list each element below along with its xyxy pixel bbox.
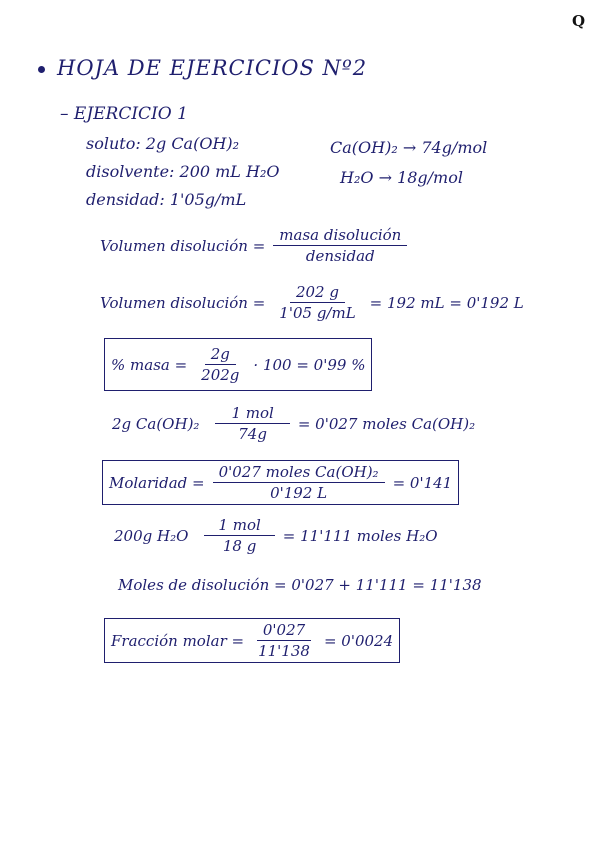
volume-formula-lhs: Volumen disolución =	[100, 236, 266, 255]
corner-mark: Q	[572, 12, 586, 30]
moles-caoh2-rhs: = 0'027 moles Ca(OH)₂	[297, 414, 476, 433]
moles-caoh2-fraction	[215, 404, 289, 443]
mass-percent-rhs: · 100 = 0'99 %	[253, 355, 366, 374]
moles-caoh2-lhs: 2g Ca(OH)₂	[112, 414, 200, 433]
moles-caoh2	[112, 404, 475, 443]
mole-fraction-fraction	[252, 621, 316, 660]
fraction-denominator: 0'192 L	[270, 484, 328, 502]
exercise-label: – EJERCICIO 1	[60, 104, 188, 124]
volume-formula-fraction	[273, 226, 407, 265]
mass-percent	[104, 338, 372, 391]
molarity-fraction	[213, 463, 385, 502]
page-title-text: HOJA DE EJERCICIOS Nº2	[57, 56, 368, 80]
page-title	[38, 56, 367, 80]
molarity	[102, 460, 459, 505]
fraction-denominator: 18 g	[222, 537, 257, 555]
moles-h2o-lhs: 200g H₂O	[114, 526, 189, 545]
moles-h2o-rhs: = 11'111 moles H₂O	[282, 526, 438, 545]
fraction-numerator: 1 mol	[204, 516, 274, 536]
moles-h2o-fraction	[204, 516, 274, 555]
molarity-rhs: = 0'141	[392, 473, 453, 492]
moles-h2o	[114, 516, 438, 555]
molar-mass-h2o: H₂O → 18g/mol	[340, 168, 463, 187]
fraction-denominator: 11'138	[258, 642, 310, 660]
molar-mass-caoh2: Ca(OH)₂ → 74g/mol	[330, 138, 488, 157]
volume-calc-fraction	[273, 283, 361, 322]
moles-solution: Moles de disolución = 0'027 + 11'111 = 11'138	[118, 576, 482, 594]
fraction-denominator: densidad	[305, 247, 375, 265]
mole-fraction-lhs: Fracción molar =	[111, 631, 245, 650]
volume-formula	[100, 226, 407, 265]
given-disolvente: disolvente: 200 mL H₂O	[86, 162, 280, 181]
volume-calc-lhs: Volumen disolución =	[100, 293, 266, 312]
volume-calc-rhs: = 192 mL = 0'192 L	[369, 293, 524, 312]
given-densidad: densidad: 1'05g/mL	[86, 190, 247, 209]
volume-calculation	[100, 283, 524, 322]
fraction-denominator: 1'05 g/mL	[279, 304, 356, 322]
molarity-lhs: Molaridad =	[109, 473, 205, 492]
mole-fraction-box	[104, 618, 400, 663]
mole-fraction	[104, 618, 400, 663]
molarity-box	[102, 460, 459, 505]
fraction-numerator: 0'027 moles Ca(OH)₂	[213, 463, 385, 483]
fraction-numerator: 0'027	[257, 621, 311, 641]
mole-fraction-rhs: = 0'0024	[323, 631, 394, 650]
given-soluto: soluto: 2g Ca(OH)₂	[86, 134, 240, 153]
fraction-denominator: 202g	[201, 366, 240, 384]
mass-percent-lhs: % masa =	[111, 355, 188, 374]
mass-percent-fraction	[195, 345, 245, 384]
bullet-icon	[38, 66, 45, 73]
fraction-denominator: 74g	[238, 425, 267, 443]
fraction-numerator: masa disolución	[273, 226, 407, 246]
fraction-numerator: 202 g	[290, 283, 345, 303]
mass-percent-box	[104, 338, 372, 391]
fraction-numerator: 1 mol	[215, 404, 289, 424]
fraction-numerator: 2g	[205, 345, 236, 365]
